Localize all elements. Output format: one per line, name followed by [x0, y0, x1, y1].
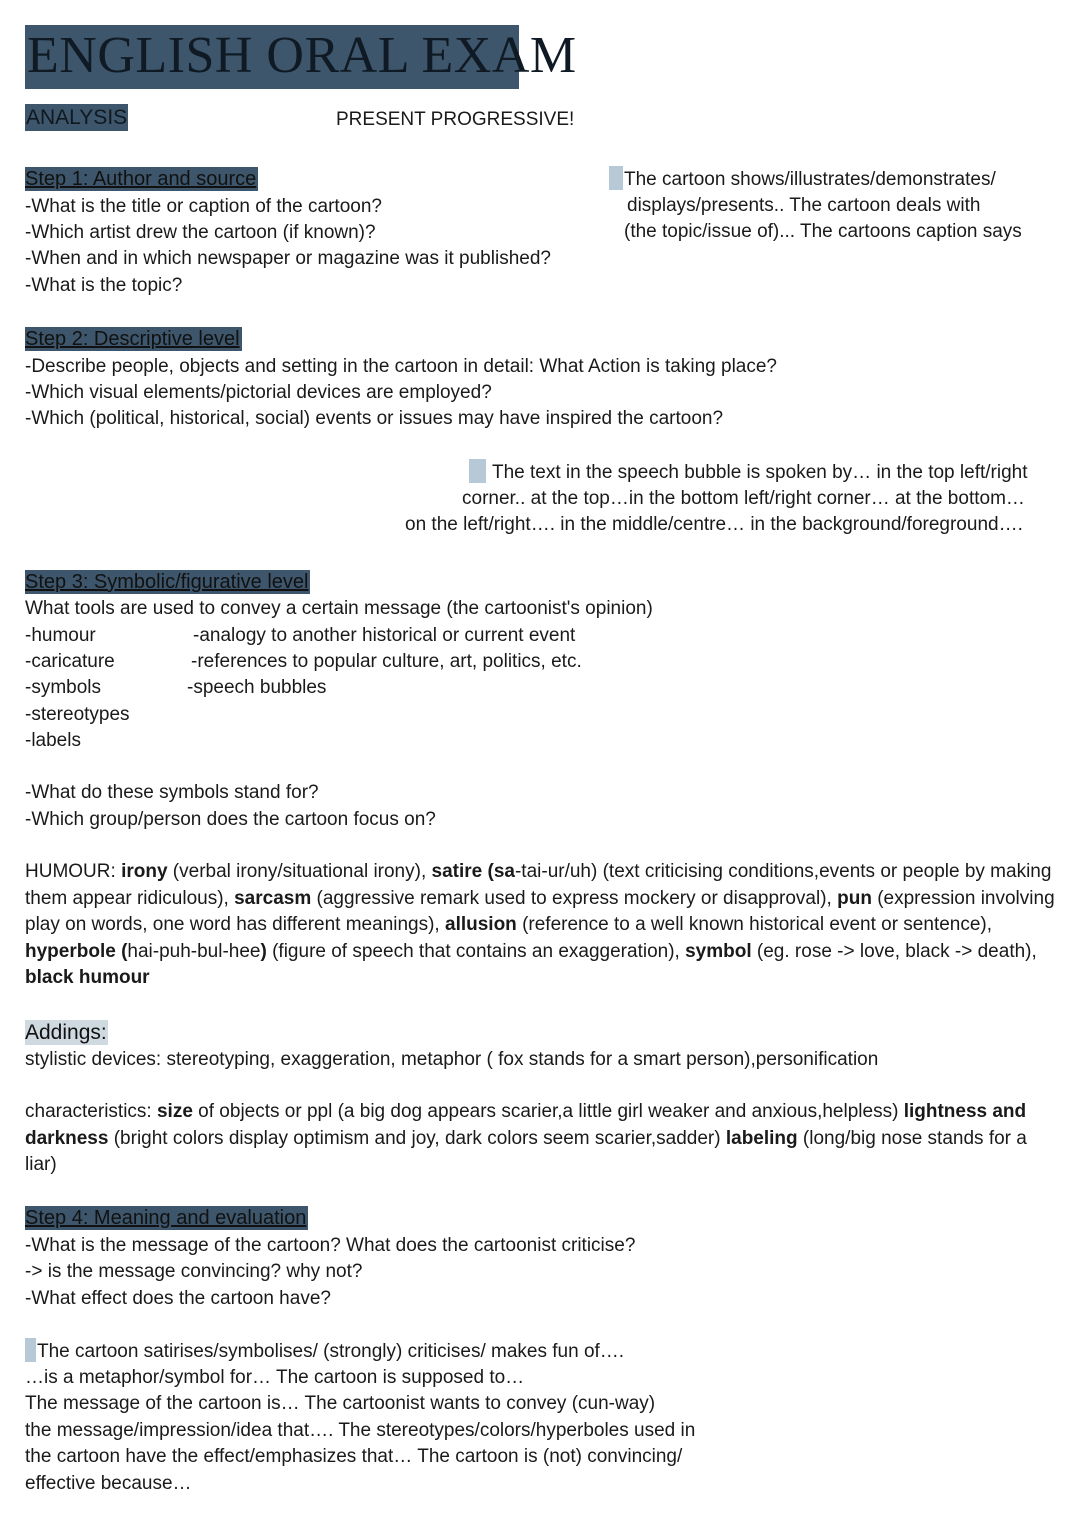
highlight-marker	[469, 459, 486, 483]
step4-phrase: The cartoon satirises/symbolises/ (strongly) criticises/ makes fun of….	[25, 1338, 624, 1365]
step1-question: -What is the topic?	[25, 275, 183, 296]
step3-question: -Which group/person does the cartoon focus on?	[25, 809, 436, 830]
step2-heading: Step 2: Descriptive level	[25, 328, 240, 350]
step3-intro: What tools are used to convey a certain message (the cartoonist's opinion)	[25, 598, 653, 619]
step4-phrase: The message of the cartoon is… The cartoonist wants to convey (cun-way)	[25, 1393, 656, 1414]
tool-item: -stereotypes	[25, 704, 130, 725]
tool-item: -caricature	[25, 651, 115, 672]
step2-phrase: on the left/right…. in the middle/centre… in the background/foreground….	[405, 514, 1023, 535]
step2-question: -Which visual elements/pictorial devices are employed?	[25, 382, 492, 403]
step3-question: -What do these symbols stand for?	[25, 782, 319, 803]
step4-heading: Step 4: Meaning and evaluation	[25, 1207, 307, 1229]
step3-heading: Step 3: Symbolic/figurative level	[25, 571, 309, 593]
step2-question: -Describe people, objects and setting in the cartoon in detail: What Action is taking place?	[25, 356, 777, 377]
analysis-label: ANALYSIS	[26, 106, 128, 129]
stylistic-devices: stylistic devices: stereotyping, exaggeration, metaphor ( fox stands for a smart person),personification	[25, 1049, 879, 1070]
step4-phrase: …is a metaphor/symbol for… The cartoon is supposed to…	[25, 1367, 525, 1388]
humour-paragraph: HUMOUR: irony (verbal irony/situational irony), satire (sa-tai-ur/uh) (text criticising conditions,events or people by making them appear ridiculous), sarcasm (aggressive remark used to express mockery or disapproval), pun (expression involving play on words, one word has different meanings), allusion (reference to a well known historical event or sentence), hyperbole (hai-puh-bul-hee) (figure of speech that contains an exaggeration), symbol (eg. rose -> love, black -> death), black humour	[25, 861, 1055, 988]
highlight-marker	[25, 1338, 36, 1362]
page-title: ENGLISH ORAL EXAM	[27, 27, 577, 84]
step4-phrase: the message/impression/idea that…. The stereotypes/colors/hyperboles used in	[25, 1420, 696, 1441]
characteristics-paragraph: characteristics: size of objects or ppl (a big dog appears scarier,a little girl weaker and anxious,helpless) lightness and darkness (bright colors display optimism and joy, dark colors seem scarier,sadder) labeling (long/big nose stands for a liar)	[25, 1101, 1027, 1175]
present-progressive-note: PRESENT PROGRESSIVE!	[336, 109, 575, 130]
step1-heading: Step 1: Author and source	[25, 168, 257, 190]
step4-question: -What is the message of the cartoon? What does the cartoonist criticise?	[25, 1235, 636, 1256]
step1-question: -When and in which newspaper or magazine was it published?	[25, 248, 551, 269]
step1-question: -What is the title or caption of the cartoon?	[25, 196, 382, 217]
tool-item: -references to popular culture, art, politics, etc.	[191, 651, 582, 672]
addings-heading: Addings:	[25, 1021, 107, 1044]
step4-question: -> is the message convincing? why not?	[25, 1261, 363, 1282]
tool-item: -labels	[25, 730, 81, 751]
highlight-marker	[609, 166, 623, 190]
step1-question: -Which artist drew the cartoon (if known)?	[25, 222, 376, 243]
tool-item: -symbols	[25, 677, 102, 698]
tool-item: -humour	[25, 625, 96, 646]
step4-question: -What effect does the cartoon have?	[25, 1288, 331, 1309]
step1-phrase: The cartoon shows/illustrates/demonstrates/	[609, 166, 996, 194]
step2-phrase: corner.. at the top…in the bottom left/right corner… at the bottom…	[462, 488, 1025, 509]
step2-question: -Which (political, historical, social) events or issues may have inspired the cartoon?	[25, 408, 724, 429]
step4-phrase: effective because…	[25, 1473, 192, 1494]
step1-phrase: (the topic/issue of)... The cartoons caption says	[624, 221, 1022, 242]
step4-phrase: the cartoon have the effect/emphasizes that… The cartoon is (not) convincing/	[25, 1446, 683, 1467]
tool-item: -speech bubbles	[187, 677, 327, 698]
tool-item: -analogy to another historical or current event	[193, 625, 576, 646]
step2-phrase: The text in the speech bubble is spoken by… in the top left/right	[469, 459, 1028, 487]
step1-phrase: displays/presents.. The cartoon deals with	[627, 195, 981, 216]
